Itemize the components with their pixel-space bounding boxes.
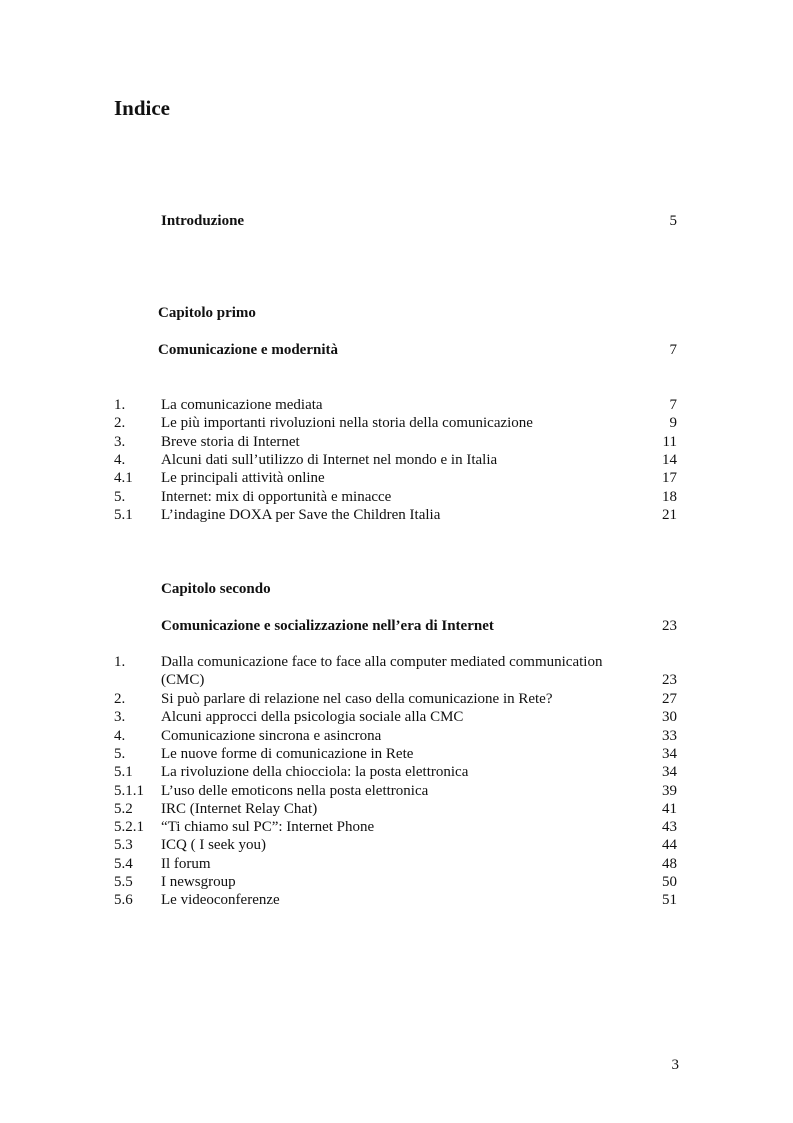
toc-entry[interactable]: [0, 506, 793, 524]
toc-entry-page: 34: [662, 745, 677, 762]
toc-entry-title-cont: (CMC): [161, 672, 205, 688]
toc-entry-number: 3.: [114, 433, 126, 450]
toc-entry[interactable]: [0, 469, 793, 487]
toc-entry[interactable]: [0, 727, 793, 745]
toc-entry[interactable]: [0, 451, 793, 469]
toc-entry-page: 51: [662, 892, 677, 909]
toc-entry-page: 43: [662, 819, 677, 836]
toc-entry[interactable]: [0, 414, 793, 432]
toc-entry[interactable]: [0, 708, 793, 726]
toc-entry-title: Le principali attività online: [161, 470, 325, 487]
chapter1-page: 7: [669, 342, 677, 358]
toc-entry-page: 39: [662, 782, 677, 799]
toc-entry-number: 5.1: [114, 506, 133, 523]
toc-entry-number: 4.1: [114, 470, 133, 487]
toc-entry-page: 17: [662, 470, 677, 487]
toc-entry-page: 50: [662, 874, 677, 890]
chapter2-label: [0, 580, 793, 598]
toc-entry-title: Le nuove forme di comunicazione in Rete: [161, 745, 414, 762]
toc-entry-number: 5.4: [114, 855, 133, 872]
toc-entry[interactable]: [0, 763, 793, 781]
toc-entry-page: 7: [669, 397, 677, 413]
toc-entry-number: 5.2: [114, 800, 133, 817]
toc-entry-number: 5.1.1: [114, 782, 144, 799]
toc-entry-number: 4.: [114, 727, 126, 744]
toc-entry-page: 48: [662, 855, 677, 872]
toc-entry-page: 11: [662, 433, 677, 450]
toc-entry-page: 41: [662, 800, 677, 817]
toc-entry-page: 9: [669, 415, 677, 432]
toc-intro-title: Introduzione: [161, 213, 245, 229]
chapter1-label: [0, 304, 793, 322]
toc-entry[interactable]: [0, 653, 793, 671]
toc-entry[interactable]: [0, 891, 793, 909]
chapter1-heading[interactable]: [0, 341, 793, 359]
toc-entry-title: Le videoconferenze: [161, 892, 280, 909]
chapter2-title: Comunicazione e socializzazione nell’era di Internet: [161, 618, 494, 634]
toc-entry-number: 2.: [114, 691, 126, 707]
toc-entry-title: L’indagine DOXA per Save the Children Italia: [161, 506, 441, 523]
chapter2-label-text: Capitolo secondo: [161, 581, 271, 597]
toc-entry[interactable]: [0, 818, 793, 836]
toc-entry-page: 34: [662, 764, 677, 781]
toc-entry[interactable]: [0, 855, 793, 873]
toc-entry-number: 1.: [114, 397, 126, 413]
toc-entry[interactable]: [0, 836, 793, 854]
toc-entry-title: La comunicazione mediata: [161, 397, 323, 413]
toc-entry-number: 2.: [114, 415, 126, 432]
toc-entry[interactable]: [0, 690, 793, 708]
chapter2-heading[interactable]: [0, 617, 793, 635]
toc-entry-title: Comunicazione sincrona e asincrona: [161, 727, 382, 744]
toc-intro[interactable]: [0, 212, 793, 230]
toc-entry-number: 5.6: [114, 892, 133, 909]
toc-entry-title: IRC (Internet Relay Chat): [161, 800, 318, 817]
toc-entry-page: 44: [662, 837, 677, 854]
page-title: Indice: [114, 96, 171, 120]
toc-entry-number: 1.: [114, 654, 126, 670]
toc-entry-number: 3.: [114, 709, 126, 726]
toc-entry[interactable]: [0, 488, 793, 506]
toc-entry-number: 5.5: [114, 874, 133, 890]
toc-entry-title: Breve storia di Internet: [161, 433, 300, 450]
toc-entry-page: 33: [662, 727, 677, 744]
toc-entry-number: 5.: [114, 745, 126, 762]
toc-entry[interactable]: [0, 782, 793, 800]
toc-entry-page: 18: [662, 488, 677, 505]
chapter2-page: 23: [662, 618, 677, 634]
toc-intro-page: 5: [669, 213, 677, 229]
toc-entry-title: Il forum: [161, 855, 211, 872]
toc-entry-title: Internet: mix di opportunità e minacce: [161, 488, 392, 505]
toc-entry-title: Alcuni dati sull’utilizzo di Internet nel mondo e in Italia: [161, 451, 498, 468]
toc-entry-title: Le più importanti rivoluzioni nella storia della comunicazione: [161, 415, 533, 432]
toc-entry-number: 5.2.1: [114, 819, 144, 836]
toc-entry-title: L’uso delle emoticons nella posta elettronica: [161, 782, 429, 799]
toc-entry-number: 4.: [114, 451, 126, 468]
toc-entry-page: 27: [662, 691, 677, 707]
chapter1-label-text: Capitolo primo: [158, 305, 256, 321]
toc-entry-page: 21: [662, 506, 677, 523]
toc-entry-title: “Ti chiamo sul PC”: Internet Phone: [161, 819, 375, 836]
toc-entry[interactable]: [0, 433, 793, 451]
toc-entry-number: 5.: [114, 488, 126, 505]
toc-entry-title: La rivoluzione della chiocciola: la posta elettronica: [161, 764, 469, 781]
toc-entry-number: 5.3: [114, 837, 133, 854]
toc-entry-page: 23: [662, 672, 677, 688]
toc-entry-title: Si può parlare di relazione nel caso della comunicazione in Rete?: [161, 691, 553, 707]
toc-entry-number: 5.1: [114, 764, 133, 781]
toc-entry[interactable]: [0, 745, 793, 763]
toc-entry[interactable]: [0, 396, 793, 414]
toc-entry-continuation[interactable]: [0, 671, 793, 689]
toc-entry-title: Alcuni approcci della psicologia sociale alla CMC: [161, 709, 464, 726]
toc-entry-page: 14: [662, 451, 677, 468]
chapter1-title: Comunicazione e modernità: [158, 342, 338, 358]
toc-entry-title: I newsgroup: [161, 874, 236, 890]
page-number: 3: [671, 1057, 679, 1073]
toc-entry-page: 30: [662, 709, 677, 726]
toc-entry[interactable]: [0, 873, 793, 891]
toc-entry[interactable]: [0, 800, 793, 818]
toc-entry-title: Dalla comunicazione face to face alla computer mediated communication: [161, 654, 603, 670]
toc-entry-title: ICQ ( I seek you): [161, 837, 266, 854]
